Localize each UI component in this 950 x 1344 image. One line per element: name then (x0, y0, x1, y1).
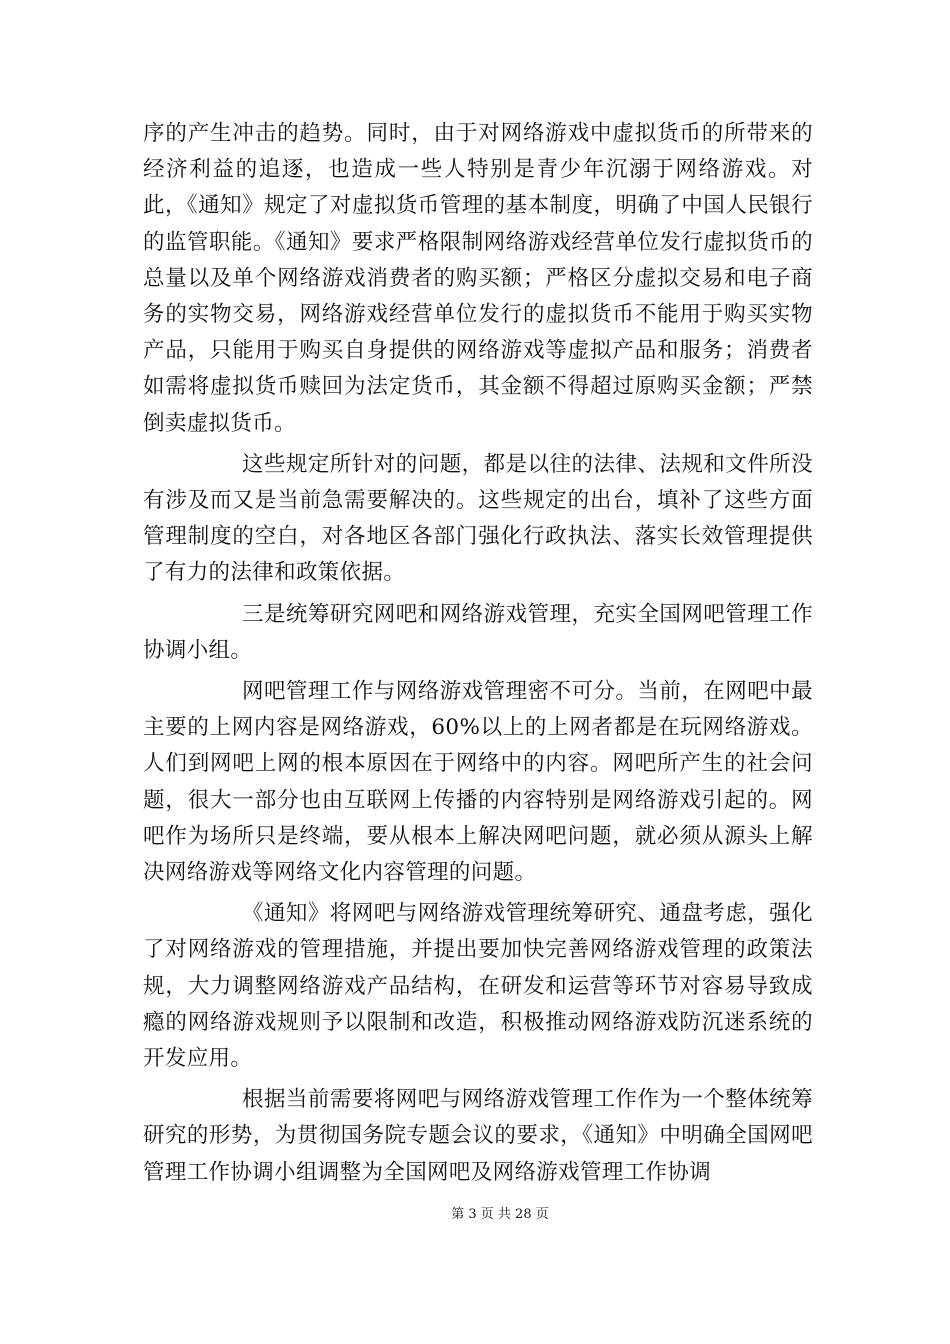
document-body (143, 116, 813, 1196)
paragraph-3: 三是统筹研究网吧和网络游戏管理，充实全国网吧管理工作协调小组。 (143, 601, 813, 663)
paragraph-2: 这些规定所针对的问题，都是以往的法律、法规和文件所没有涉及而又是当前急需要解决的。这些规定的出台，填补了这些方面管理制度的空白，对各地区各部门强化行政执法、落实长效管理提供了有力的法律和政策依据。 (143, 451, 813, 586)
paragraph-1: 序的产生冲击的趋势。同时，由于对网络游戏中虚拟货币的所带来的经济利益的追逐，也造成一些人特别是青少年沉溺于网络游戏。对此，《通知》规定了对虚拟货币管理的基本制度，明确了中国人民银行的监管职能。《通知》要求严格限制网络游戏经营单位发行虚拟货币的总量以及单个网络游戏消费者的购买额；严格区分虚拟交易和电子商务的实物交易，网络游戏经营单位发行的虚拟货币不能用于购买实物产品，只能用于购买自身提供的网络游戏等虚拟产品和服务；消费者如需将虚拟货币赎回为法定货币，其金额不得超过原购买金额；严禁倒卖虚拟货币。 (143, 121, 813, 436)
paragraph-4: 网吧管理工作与网络游戏管理密不可分。当前，在网吧中最主要的上网内容是网络游戏，60%以上的上网者都是在玩网络游戏。人们到网吧上网的根本原因在于网络中的内容。网吧所产生的社会问题，很大一部分也由互联网上传播的内容特别是网络游戏引起的。网吧作为场所只是终端，要从根本上解决网吧问题，就必须从源头上解决网络游戏等网络文化内容管理的问题。 (143, 679, 813, 886)
paragraph-5: 《通知》将网吧与网络游戏管理统筹研究、通盘考虑，强化了对网络游戏的管理措施，并提出要加快完善网络游戏管理的政策法规，大力调整网络游戏产品结构，在研发和运营等环节对容易导致成瘾的网络游戏规则予以限制和改造，积极推动网络游戏防沉迷系统的开发应用。 (143, 901, 813, 1072)
paragraph-6: 根据当前需要将网吧与网络游戏管理工作作为一个整体统筹研究的形势，为贯彻国务院专题会议的要求，《通知》中明确全国网吧管理工作协调小组调整为全国网吧及网络游戏管理工作协调 (143, 1087, 813, 1185)
page-number-footer: 第 3 页 共 28 页 (451, 1207, 549, 1222)
